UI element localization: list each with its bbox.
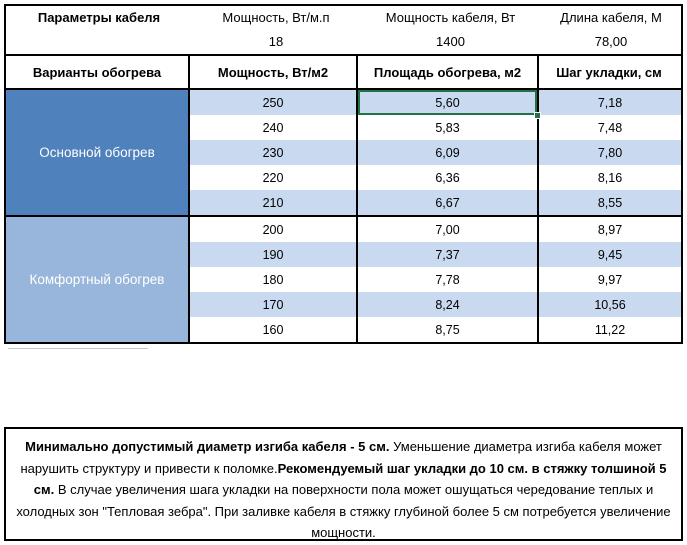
area-cell[interactable]: 5,83: [358, 115, 539, 140]
table-row: [190, 267, 681, 292]
cable-length-cell[interactable]: [541, 6, 681, 54]
cable-params-row: [6, 6, 681, 54]
area-cell[interactable]: 6,67: [358, 190, 539, 215]
header-variants[interactable]: Варианты обогрева: [6, 56, 190, 88]
step-cell[interactable]: 8,16: [597, 170, 623, 185]
power-cell[interactable]: 200: [190, 217, 358, 242]
cable-power-value: 1400: [436, 34, 465, 49]
table-row: [190, 140, 681, 165]
area-cell[interactable]: 6,36: [358, 165, 539, 190]
notes-text-segment: Минимально допустимый диаметр изгиба кабеля - 5 см.: [25, 439, 390, 454]
cable-length-label: Длина кабеля, М: [560, 10, 662, 25]
section-label-main[interactable]: Основной обогрев: [6, 90, 190, 215]
table-row: [190, 242, 681, 267]
table-row: [190, 115, 681, 140]
area-cell[interactable]: 7,78: [358, 267, 539, 292]
power-cell[interactable]: 250: [190, 90, 358, 115]
section-label-comfort[interactable]: Комфортный обогрев: [6, 217, 190, 342]
step-cell[interactable]: 7,80: [597, 145, 623, 160]
notes-box: [4, 427, 683, 541]
step-cell[interactable]: 8,97: [597, 222, 623, 237]
step-cell[interactable]: 9,45: [597, 247, 623, 262]
power-cell[interactable]: 210: [190, 190, 358, 215]
step-cell[interactable]: 8,55: [597, 195, 623, 210]
header-step[interactable]: Шаг укладки, см: [556, 64, 662, 80]
area-cell-selected[interactable]: 5,60: [358, 90, 539, 115]
table-row: [190, 317, 681, 342]
notes-text-segment: Уменьшение диаметра изгиба кабеля может нарушить структуру и привести к поломке.: [20, 439, 662, 476]
power-cell[interactable]: 170: [190, 292, 358, 317]
step-cell[interactable]: 9,97: [597, 272, 623, 287]
table-row: [190, 217, 681, 242]
step-cell[interactable]: 7,48: [597, 120, 623, 135]
header-area[interactable]: Площадь обогрева, м2: [358, 56, 539, 88]
cable-power-label: Мощность кабеля, Вт: [385, 10, 516, 25]
area-cell[interactable]: 8,24: [358, 292, 539, 317]
section-main-heating: [6, 90, 681, 215]
power-cell[interactable]: 190: [190, 242, 358, 267]
step-cell[interactable]: 7,18: [597, 95, 623, 110]
notes-text-segment: В случае увеличения шага укладки на поверхности пола может ошущаться чередование теплых и холодных зон "Тепловая зебра". При заливке кабеля в стяжку глубиной более 5 см потребуется увеличение мощности.: [16, 482, 671, 540]
step-cell[interactable]: 10,56: [594, 297, 626, 312]
table-row: [190, 292, 681, 317]
power-per-meter-value: 18: [268, 34, 284, 49]
power-cell[interactable]: 240: [190, 115, 358, 140]
power-cell[interactable]: 160: [190, 317, 358, 342]
area-cell[interactable]: 6,09: [358, 140, 539, 165]
table-row: [190, 165, 681, 190]
area-cell[interactable]: 8,75: [358, 317, 539, 342]
area-cell[interactable]: 7,37: [358, 242, 539, 267]
power-cell[interactable]: 180: [190, 267, 358, 292]
cable-length-value: 78,00: [594, 34, 628, 49]
cable-power-cell[interactable]: [360, 6, 541, 54]
power-per-meter-label: Мощность, Вт/м.п: [222, 10, 330, 25]
spreadsheet-table: [4, 4, 683, 344]
faint-gridline: [8, 348, 148, 349]
power-cell[interactable]: 220: [190, 165, 358, 190]
section-comfort-heating: [6, 215, 681, 342]
notes-text-segment: Рекомендуемый шаг укладки до 10 см. в стяжку толшиной 5 см.: [33, 460, 667, 497]
table-row: [190, 90, 681, 115]
power-per-meter-cell[interactable]: [192, 6, 360, 54]
table-row: [190, 190, 681, 215]
cable-params-title: Параметры кабеля: [37, 10, 161, 25]
fill-handle[interactable]: [534, 112, 541, 119]
step-cell[interactable]: 11,22: [594, 322, 626, 337]
header-power[interactable]: Мощность, Вт/м2: [190, 56, 358, 88]
area-cell[interactable]: 7,00: [358, 217, 539, 242]
cable-params-title-cell[interactable]: [6, 6, 192, 54]
table-header-row: [6, 54, 681, 90]
power-cell[interactable]: 230: [190, 140, 358, 165]
